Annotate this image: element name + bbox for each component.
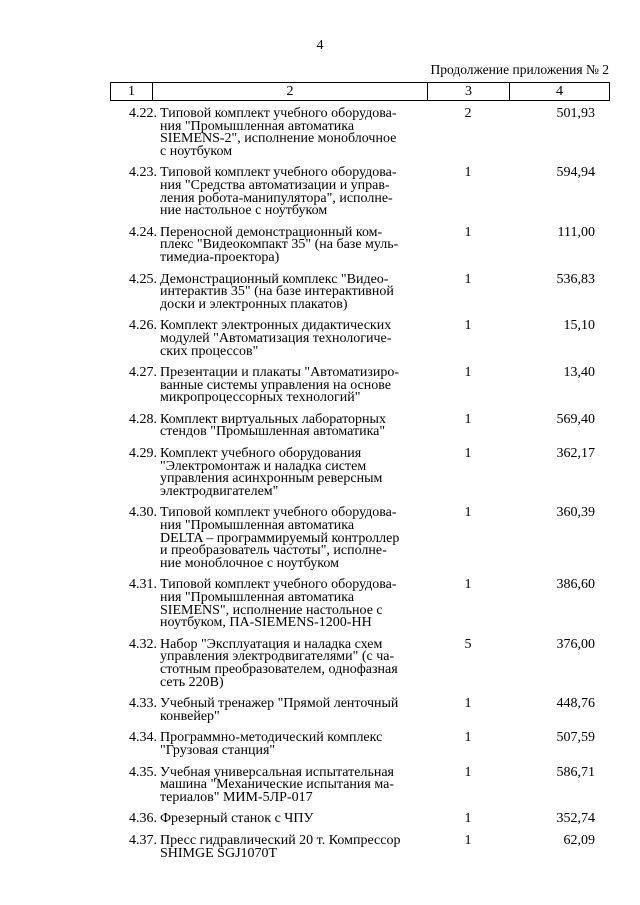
item-price: 111,00 bbox=[557, 224, 595, 240]
header-col-3: 3 bbox=[428, 83, 510, 100]
item-number: 4.34. bbox=[129, 730, 157, 746]
table-row bbox=[110, 108, 610, 158]
item-quantity: 1 bbox=[464, 318, 472, 334]
table-row bbox=[110, 579, 610, 629]
item-quantity: 1 bbox=[464, 446, 472, 462]
item-quantity: 1 bbox=[464, 577, 472, 593]
item-quantity: 1 bbox=[464, 165, 472, 181]
item-price: 594,94 bbox=[556, 165, 595, 181]
item-quantity: 1 bbox=[464, 224, 472, 240]
item-name: Комплект учебного оборудования "Электромонтаж и наладка систем управления асинхронным реверсным электродвигателем" bbox=[160, 446, 383, 499]
item-name: Комплект виртуальных лабораторных стендов "Промышленная автоматика" bbox=[160, 411, 386, 440]
table-row bbox=[110, 448, 610, 498]
item-price: 536,83 bbox=[556, 271, 595, 287]
item-number: 4.29. bbox=[129, 446, 157, 462]
item-quantity: 1 bbox=[464, 764, 472, 780]
item-name: Типовой комплект учебного оборудова- ния "Промышленная автоматика DELTA – программируемый контроллер и преобразователь частоты", исполне- ние моноблочное с ноутбуком bbox=[160, 505, 400, 571]
header-col-4: 4 bbox=[556, 84, 563, 99]
item-number: 4.27. bbox=[129, 365, 157, 381]
table-row bbox=[110, 367, 610, 405]
table-row bbox=[110, 732, 610, 757]
item-name: Набор "Эксплуатация и наладка схем управления электродвигателями" (с ча- стотным преобразователем, однофазная сеть 220В) bbox=[160, 636, 398, 690]
item-price: 362,17 bbox=[556, 446, 595, 462]
item-name: Учебный тренажер "Прямой ленточный конвейер" bbox=[160, 696, 399, 724]
item-quantity: 1 bbox=[464, 411, 472, 427]
item-name: Переносной демонстрационный ком- плекс "Видеокомпакт 35" (на базе муль- тимедиа-проектора) bbox=[160, 224, 399, 265]
table-row bbox=[110, 698, 610, 723]
item-number: 4.33. bbox=[129, 696, 157, 712]
item-quantity: 1 bbox=[464, 271, 472, 287]
item-price: 352,74 bbox=[556, 811, 595, 827]
header-col-1: 1 bbox=[111, 83, 153, 100]
item-price: 62,09 bbox=[563, 832, 595, 848]
item-number: 4.25. bbox=[129, 271, 157, 287]
item-name: Типовой комплект учебного оборудова- ния "Промышленная автоматика SIEMENS", исполнение настольное с ноутбуком, ПА-SIEMENS-1200-НН bbox=[160, 577, 397, 631]
item-name: Презентации и плакаты "Автоматизиро- ванные системы управления на основе микропроцессорных технологий" bbox=[160, 365, 400, 406]
table-row bbox=[110, 813, 610, 826]
item-name: Учебная универсальная испытательная машина "Механические испытания ма- териалов" МИМ-5ЛР-017 bbox=[160, 764, 394, 805]
item-price: 376,00 bbox=[556, 636, 595, 652]
item-name: Программно-методический комплекс "Грузовая станция" bbox=[160, 730, 383, 758]
item-quantity: 1 bbox=[464, 832, 472, 848]
item-number: 4.31. bbox=[129, 577, 157, 593]
item-quantity: 1 bbox=[464, 505, 472, 521]
table-row bbox=[110, 320, 610, 358]
item-number: 4.30. bbox=[129, 505, 157, 521]
table-row bbox=[110, 167, 610, 217]
item-number: 4.28. bbox=[129, 411, 157, 427]
table-header bbox=[110, 82, 610, 101]
item-name: Комплект электронных дидактических модулей "Автоматизация технологиче- ских процессов" bbox=[160, 318, 392, 359]
table-row bbox=[110, 636, 610, 690]
item-quantity: 1 bbox=[464, 811, 472, 827]
page-number: 4 bbox=[316, 38, 324, 53]
item-price: 448,76 bbox=[556, 696, 595, 712]
item-price: 360,39 bbox=[556, 505, 595, 521]
item-number: 4.36. bbox=[129, 811, 157, 827]
item-number: 4.32. bbox=[129, 636, 157, 652]
item-price: 569,40 bbox=[556, 411, 595, 427]
item-number: 4.35. bbox=[129, 764, 157, 780]
item-quantity: 1 bbox=[464, 365, 472, 381]
item-number: 4.26. bbox=[129, 318, 157, 334]
header-col-2: 2 bbox=[153, 83, 428, 100]
item-number: 4.23. bbox=[129, 165, 157, 181]
table-row bbox=[110, 764, 610, 805]
item-quantity: 2 bbox=[464, 106, 472, 121]
table-row bbox=[110, 507, 610, 570]
item-number: 4.22. bbox=[129, 106, 157, 121]
table-row bbox=[110, 224, 610, 265]
table-row bbox=[110, 271, 610, 312]
item-number: 4.24. bbox=[129, 224, 157, 240]
item-quantity: 1 bbox=[464, 730, 472, 746]
item-name: Типовой комплект учебного оборудова- ния "Промышленная автоматика SIEMENS-2", исполнение моноблочное с ноутбуком bbox=[160, 106, 397, 159]
item-name: Типовой комплект учебного оборудова- ния "Средства автоматизации и управ- ления робота-манипулятора", исполне- ние настольное с ноутбуком bbox=[160, 165, 397, 219]
item-price: 507,59 bbox=[556, 730, 595, 746]
item-price: 386,60 bbox=[556, 577, 595, 593]
item-number: 4.37. bbox=[129, 832, 157, 848]
item-price: 501,93 bbox=[556, 106, 595, 121]
item-name: Фрезерный станок с ЧПУ bbox=[160, 811, 314, 827]
appendix-continuation-note: Продолжение приложения № 2 bbox=[430, 62, 609, 77]
item-price: 15,10 bbox=[563, 318, 595, 334]
item-quantity: 5 bbox=[464, 636, 472, 652]
item-name: Пресс гидравлический 20 т. Компрессор SHIMGE SGJ1070T bbox=[160, 832, 401, 861]
table-row bbox=[110, 832, 610, 861]
item-price: 13,40 bbox=[563, 365, 595, 381]
table-row bbox=[110, 411, 610, 440]
item-quantity: 1 bbox=[464, 696, 472, 712]
item-name: Демонстрационный комплекс "Видео- интерактив 35" (на базе интерактивной доски и электронных плакатов) bbox=[160, 271, 394, 312]
table-body bbox=[110, 108, 610, 869]
item-price: 586,71 bbox=[556, 764, 595, 780]
